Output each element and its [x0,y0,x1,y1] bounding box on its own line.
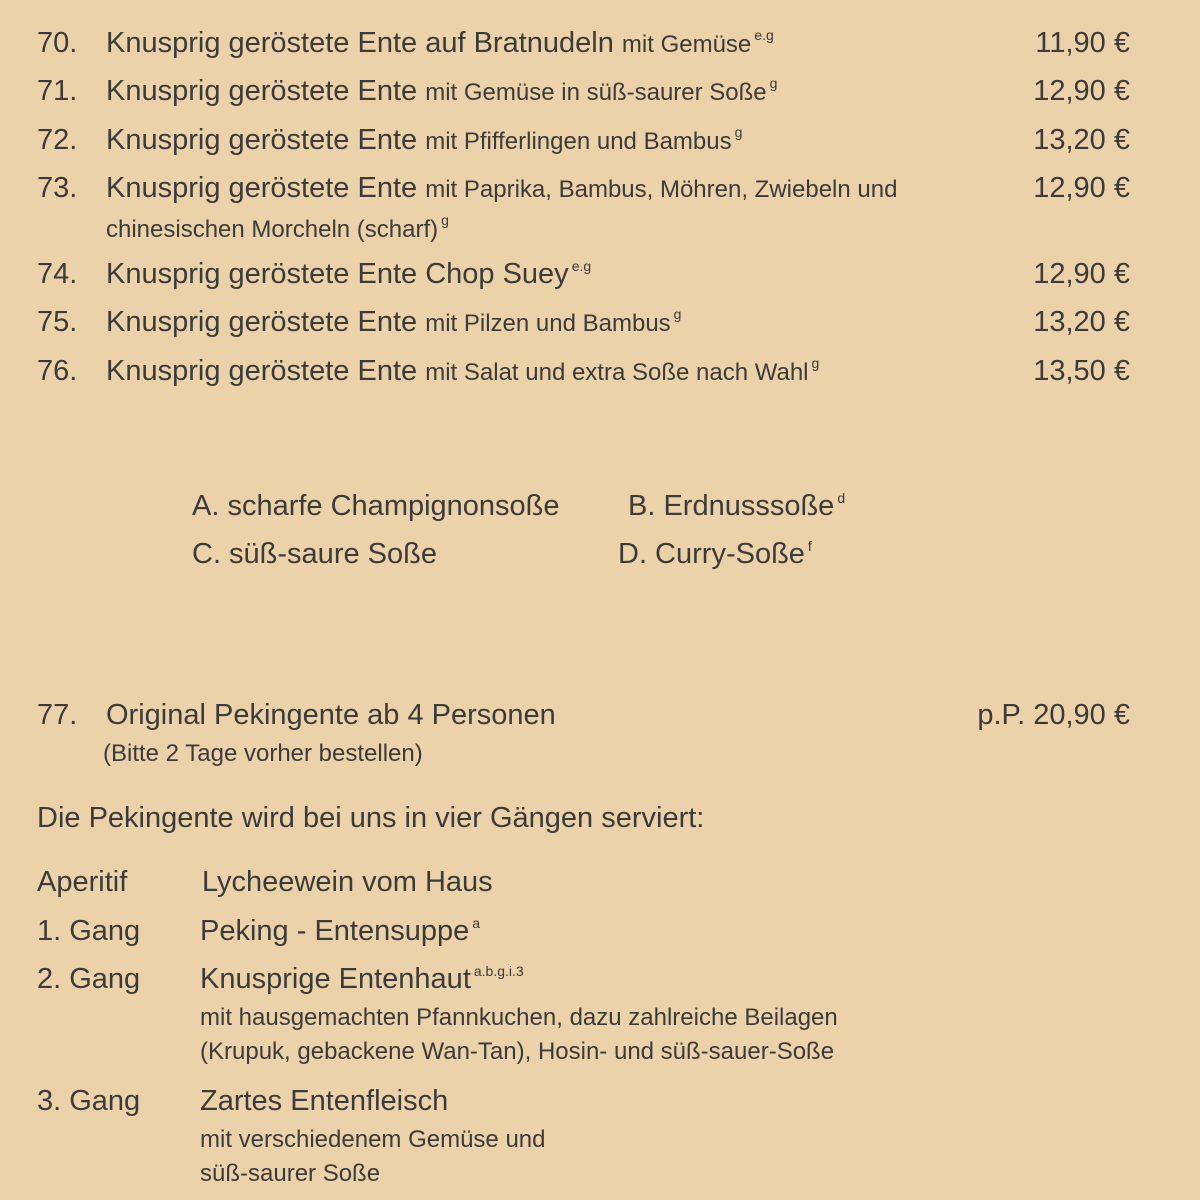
item-description: mit Pfifferlingen und Bambus [425,128,732,155]
allergen-codes: a.b.g.i.3 [473,963,524,979]
item-number: 73. [37,172,78,204]
item-price: 11,90 € [1035,27,1130,59]
allergen-codes: g [441,212,449,228]
course-detail: süß-saurer Soße [200,1160,381,1187]
allergen-codes: g [734,124,743,140]
courses-intro: Die Pekingente wird bei uns in vier Gängen serviert: [37,802,705,834]
course-dish: Knusprige Entenhaut $^{a.b.g.i.3}$ [200,963,524,995]
item-price: 12,90 € [1033,75,1130,107]
item-title: Knusprig geröstete Ente mit Salat und extra Soße nach Wahl $^g$ [106,355,820,387]
item-price: 13,50 € [1033,355,1130,387]
course-dish: Peking - Entensuppe $^a$ [200,915,481,947]
course-label: 3. Gang [37,1085,141,1117]
item-title: Original Pekingente ab 4 Personen [106,699,556,731]
order-note: (Bitte 2 Tage vorher bestellen) [103,740,423,767]
item-price: 13,20 € [1033,124,1130,156]
course-label: 2. Gang [37,963,141,995]
course-dish: Zartes Entenfleisch [200,1085,449,1117]
item-price: 12,90 € [1033,172,1130,204]
course-detail: mit hausgemachten Pfannkuchen, dazu zahlreiche Beilagen [200,1004,838,1031]
allergen-codes: g [769,75,778,91]
allergen-codes: a [472,915,481,931]
item-number: 76. [37,355,78,387]
course-label: Aperitif [37,866,128,898]
item-price: 13,20 € [1033,306,1130,338]
item-title: Knusprig geröstete Ente auf Bratnudeln mit Gemüse $^{e.g}$ [106,27,774,59]
sauce-option-b: B. Erdnusssoße $^d$ [628,490,846,522]
sauce-option-d: D. Curry-Soße $^f$ [618,538,812,570]
allergen-codes: e.g [571,258,592,274]
item-description: mit Salat und extra Soße nach Wahl [425,359,809,386]
item-number: 72. [37,124,78,156]
item-description: mit Gemüse in süß-saurer Soße [425,79,767,106]
allergen-codes: e.g [754,27,774,43]
allergen-codes: g [673,306,682,322]
item-title: Knusprig geröstete Ente mit Pilzen und Bambus $^g$ [106,306,682,338]
item-price: 12,90 € [1033,258,1130,290]
course-detail: mit verschiedenem Gemüse und [200,1126,546,1153]
item-title: Knusprig geröstete Ente mit Gemüse in süß-saurer Soße $^g$ [106,75,778,107]
item-description-continued: chinesischen Morcheln (scharf) $^g$ [106,212,449,243]
allergen-codes: g [811,355,820,371]
course-label: 1. Gang [37,915,141,947]
item-title: Knusprig geröstete Ente Chop Suey $^{e.g}$ [106,258,592,290]
allergen-codes: f [807,538,812,554]
item-description: mit Gemüse [621,31,752,58]
item-title: Knusprig geröstete Ente mit Paprika, Bambus, Möhren, Zwiebeln und [106,172,898,204]
item-number: 77. [37,699,78,731]
item-number: 70. [37,27,78,59]
allergen-codes: d [837,490,846,506]
item-number: 71. [37,75,78,107]
sauce-option-a: A. scharfe Champignonsoße [192,490,560,522]
sauce-option-c: C. süß-saure Soße [192,538,437,570]
item-description: mit Pilzen und Bambus [425,310,671,337]
item-number: 75. [37,306,78,338]
course-dish: Lycheewein vom Haus [202,866,493,898]
item-price: p.P. 20,90 € [977,699,1130,731]
item-description: mit Paprika, Bambus, Möhren, Zwiebeln und [425,176,898,203]
item-title: Knusprig geröstete Ente mit Pfifferlingen und Bambus $^g$ [106,124,743,156]
item-number: 74. [37,258,78,290]
course-detail: (Krupuk, gebackene Wan-Tan), Hosin- und süß-sauer-Soße [200,1038,835,1065]
